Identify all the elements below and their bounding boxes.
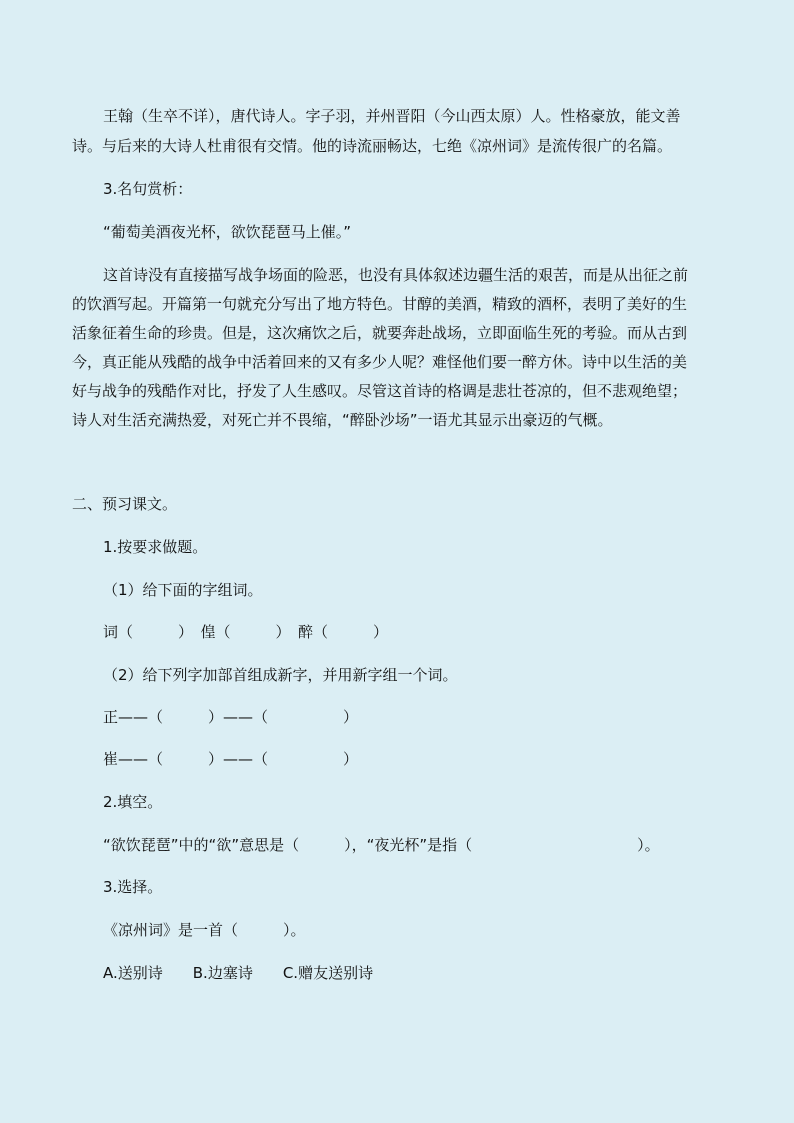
question-1-sub-1: （1）给下面的字组词。 bbox=[103, 581, 263, 599]
analysis-line-2: 的饮酒写起。开篇第一句就充分写出了地方特色。甘醇的美酒，精致的酒杯，表明了美好的生 bbox=[72, 295, 688, 313]
question-1-sub-1-items: 词（ ） 偟（ ） 醉（ ） bbox=[103, 623, 389, 641]
question-1-title: 1.按要求做题。 bbox=[103, 538, 208, 556]
section-2-heading: 二、预习课文。 bbox=[72, 495, 178, 513]
question-1-sub-2-row-2: 崔——（ ）——（ ） bbox=[103, 750, 359, 768]
question-2-text: “欲饮琵琶”中的“欲”意思是（ ），“夜光杯”是指（ ）。 bbox=[103, 836, 660, 854]
question-3-options: A.送别诗 B.边塞诗 C.赠友送别诗 bbox=[103, 964, 374, 982]
biography-line-1: 王翰（生卒不详），唐代诗人。字子羽，并州晋阳（今山西太原）人。性格豪放，能文善 bbox=[103, 107, 681, 125]
famous-lines-heading: 3.名句赏析： bbox=[103, 180, 193, 198]
question-1-sub-2-row-1: 正——（ ）——（ ） bbox=[103, 708, 359, 726]
analysis-line-3: 活象征着生命的珍贵。但是，这次痛饮之后，就要奔赴战场，立即面临生死的考验。而从古到 bbox=[72, 324, 688, 342]
quote-line: “葡萄美酒夜光杯，欲饮琵琶马上催。” bbox=[103, 223, 352, 241]
biography-line-2: 诗。与后来的大诗人杜甫很有交情。他的诗流丽畅达，七绝《凉州词》是流传很广的名篇。 bbox=[72, 137, 673, 155]
question-3-title: 3.选择。 bbox=[103, 878, 163, 896]
analysis-line-1: 这首诗没有直接描写战争场面的险恶，也没有具体叙述边疆生活的艰苦，而是从出征之前 bbox=[103, 266, 689, 284]
analysis-line-6: 诗人对生活充满热爱，对死亡并不畏缩，“醉卧沙场”一语尤其显示出豪迈的气概。 bbox=[72, 411, 613, 429]
analysis-line-4: 今，真正能从残酷的战争中活着回来的又有多少人呢？难怪他们要一醉方休。诗中以生活的美 bbox=[72, 353, 688, 371]
question-2-title: 2.填空。 bbox=[103, 793, 163, 811]
question-1-sub-2: （2）给下列字加部首组成新字，并用新字组一个词。 bbox=[103, 666, 458, 684]
question-3-text: 《凉州词》是一首（ ）。 bbox=[103, 921, 306, 939]
analysis-line-5: 好与战争的残酷作对比，抒发了人生感叹。尽管这首诗的格调是悲壮苍凉的，但不悲观绝望； bbox=[72, 382, 688, 400]
